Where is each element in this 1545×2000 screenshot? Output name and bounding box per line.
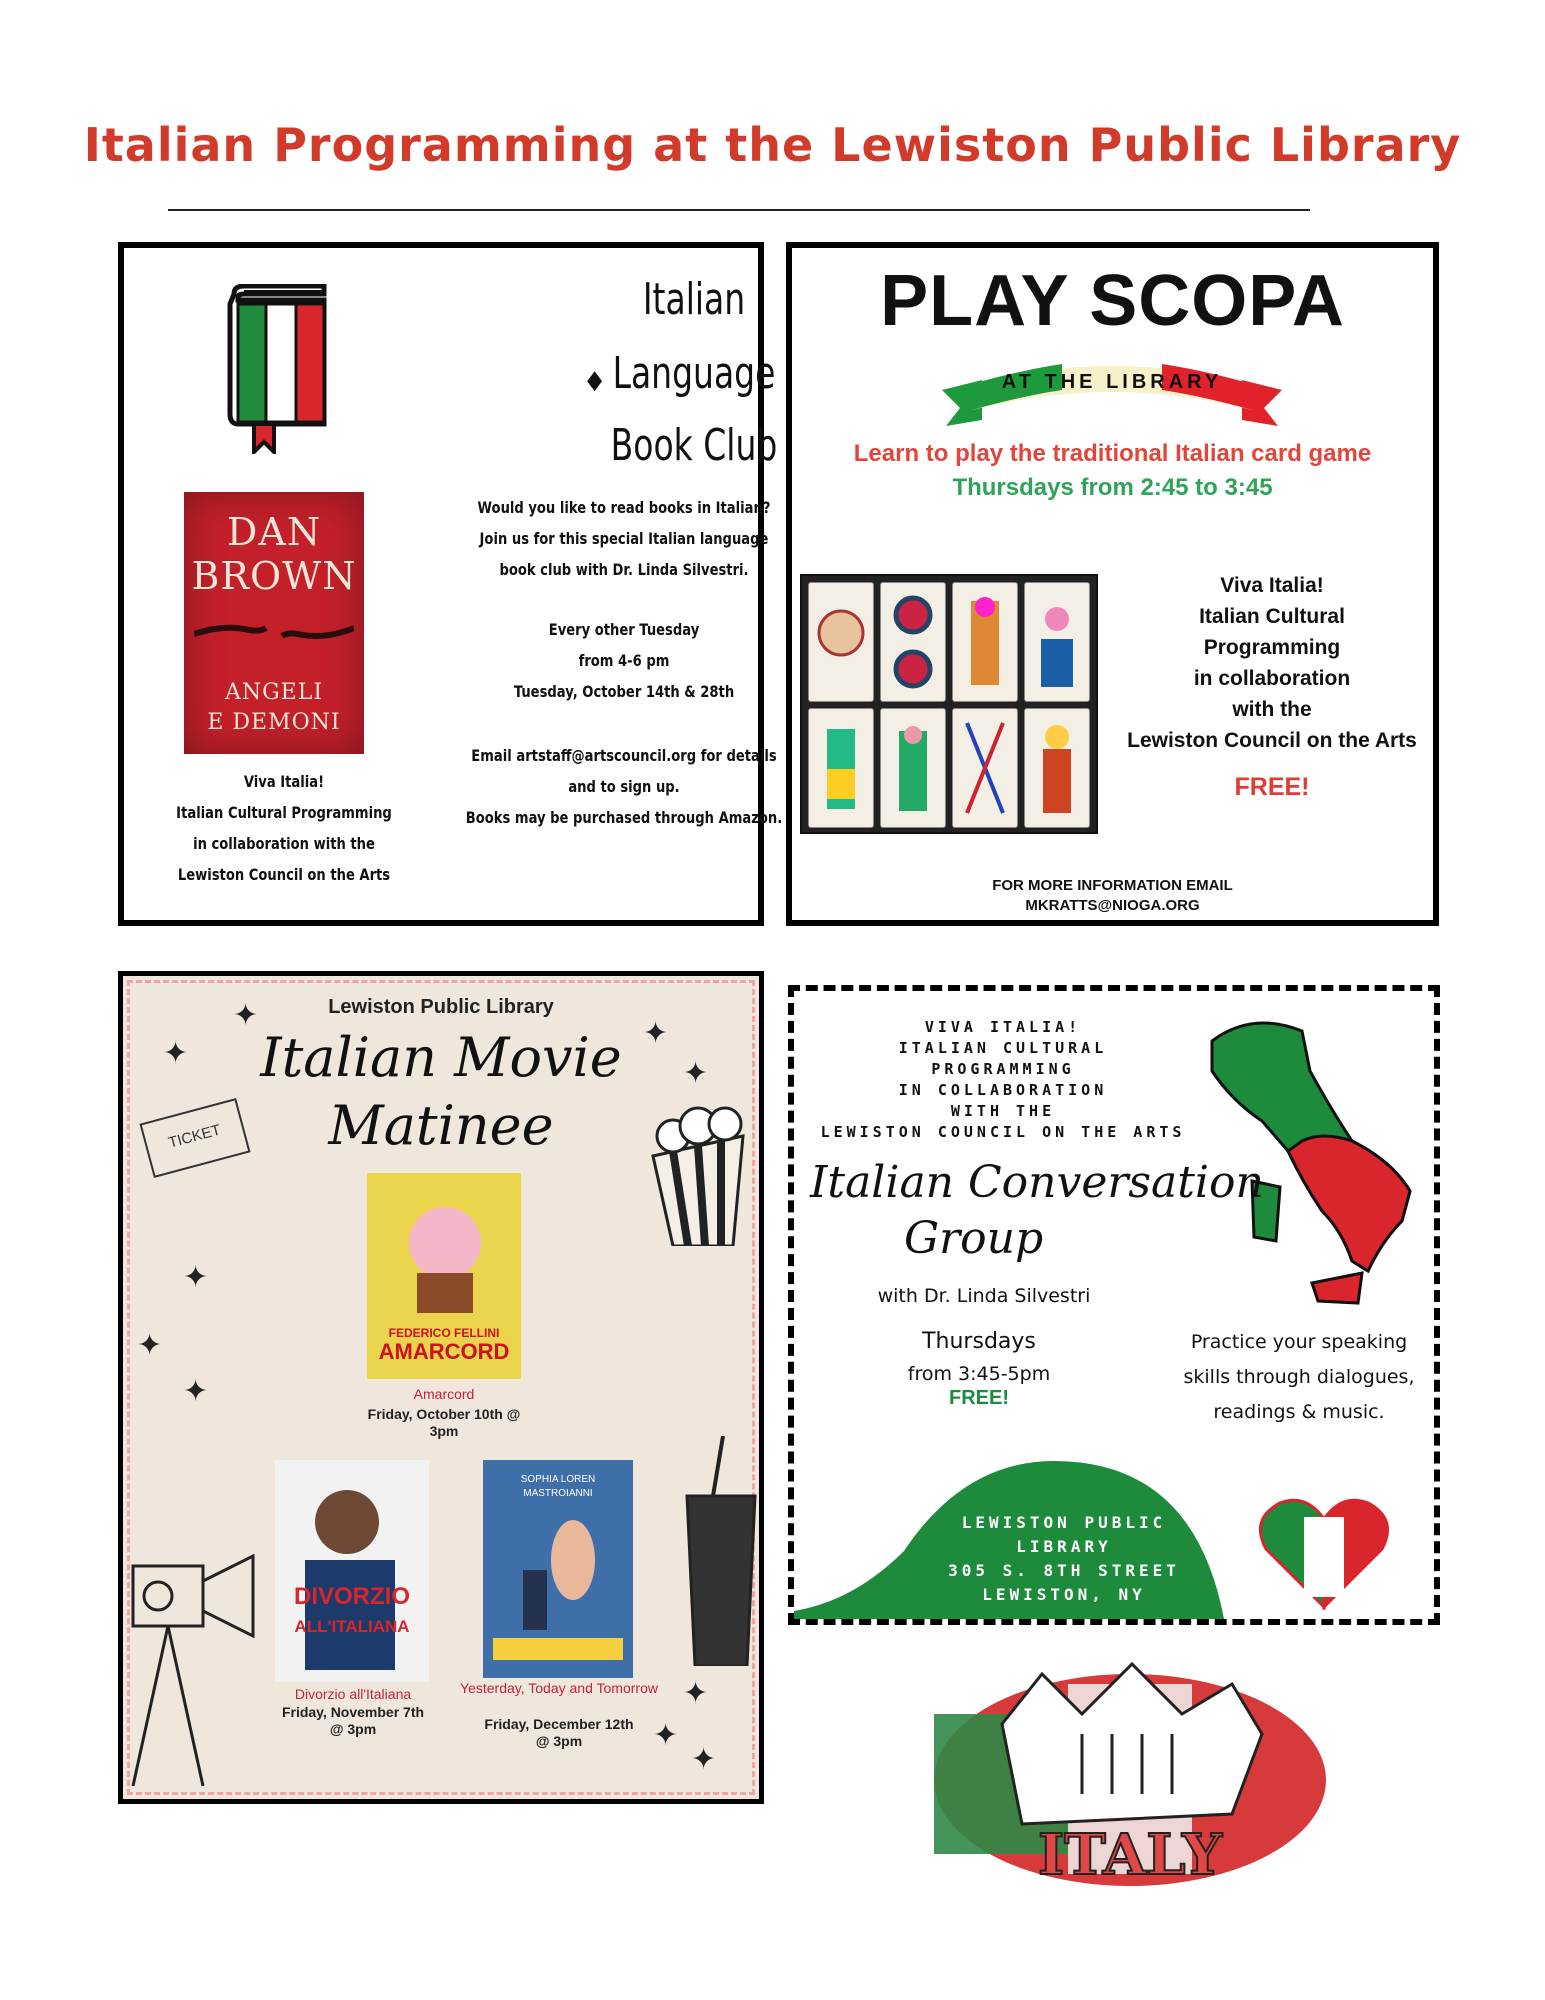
book-club-viva-note <box>169 766 399 890</box>
playing-card <box>808 582 874 702</box>
text-line: Italian Cultural <box>1199 605 1345 628</box>
cover-title-line: E DEMONI <box>207 710 341 735</box>
book-club-contact <box>444 740 805 833</box>
sparkle-icon: ✦ <box>643 1016 669 1051</box>
text-line: WITH THE <box>950 1102 1056 1120</box>
cover-title <box>184 678 364 738</box>
sparkle-icon: ✦ <box>683 1676 709 1711</box>
poster-text: ALL'ITALIANA <box>294 1617 410 1636</box>
text-line: Practice your speaking <box>1190 1331 1408 1353</box>
book-club-title-line3: Book Club <box>610 420 778 471</box>
text-line: PROGRAMMING <box>931 1060 1075 1078</box>
conversation-host: with Dr. Linda Silvestri <box>877 1285 1091 1307</box>
diamond-icon: ◆ <box>587 365 603 395</box>
book-club-title-line2-text: Language <box>612 348 776 399</box>
sparkle-icon: ✦ <box>653 1718 679 1753</box>
text-line: LIBRARY <box>1016 1537 1112 1556</box>
playing-card <box>1024 708 1090 828</box>
scopa-viva-note <box>1112 570 1432 756</box>
text-line: 3pm <box>429 1423 459 1439</box>
conversation-title-line2: Group <box>904 1213 1044 1264</box>
film-date <box>459 1716 659 1750</box>
scopa-flyer <box>786 242 1439 926</box>
movie-poster-amarcord[interactable] <box>367 1173 521 1379</box>
cover-author-line: DAN <box>226 510 322 554</box>
matinee-title-line1: Italian Movie <box>260 1026 622 1089</box>
film-camera-icon <box>123 1496 273 1786</box>
text-line: and to sign up. <box>568 777 680 796</box>
text-line: Lewiston Council on the Arts <box>177 865 391 884</box>
conversation-free-label: FREE! <box>949 1387 1009 1409</box>
text-line: LEWISTON, NY <box>982 1585 1146 1604</box>
text-line: Join us for this special Italian language <box>479 529 769 548</box>
playing-card <box>880 582 946 702</box>
book-cover-image <box>184 492 364 754</box>
email-address: MKRATTS@NIOGA.ORG <box>1025 897 1200 914</box>
text-line: in collaboration with the <box>193 834 375 853</box>
conversation-title-line1: Italian Conversation <box>810 1157 1264 1208</box>
scopa-more-info <box>792 876 1433 916</box>
text-line: 305 S. 8TH STREET <box>948 1561 1180 1580</box>
text-line: book club with Dr. Linda Silvestri. <box>499 560 749 579</box>
playing-card <box>880 708 946 828</box>
book-club-flyer <box>118 242 783 926</box>
film-title: Divorzio all'Italiana <box>294 1686 412 1702</box>
scopa-learn-text: Learn to play the traditional Italian card game <box>853 440 1372 467</box>
scopa-free-label: FREE! <box>1234 773 1310 801</box>
sparkle-icon: ✦ <box>691 1742 717 1777</box>
popcorn-icon <box>643 1096 753 1246</box>
sparkle-icon: ✦ <box>163 1036 189 1071</box>
sparkle-icon: ✦ <box>183 1260 209 1295</box>
cover-author-line: BROWN <box>191 554 357 598</box>
text-line: Books may be purchased through Amazon. <box>465 808 783 827</box>
film-title: Amarcord <box>413 1386 475 1402</box>
matinee-library-name: Lewiston Public Library <box>328 996 554 1018</box>
text-line: LEWISTON COUNCIL ON THE ARTS <box>820 1123 1186 1141</box>
italian-book-icon <box>224 284 334 454</box>
creation-hands-image <box>194 604 354 660</box>
poster-text: AMARCORD <box>378 1339 510 1364</box>
text-line: IN COLLABORATION <box>898 1081 1108 1099</box>
playing-card <box>952 708 1018 828</box>
emblem-word: ITALY <box>1037 1822 1223 1888</box>
movie-matinee-flyer <box>118 971 764 1804</box>
book-club-title-line1: Italian <box>642 274 746 325</box>
playing-card <box>952 582 1018 702</box>
cover-title-line: ANGELI <box>224 680 324 705</box>
page-title: Italian Programming at the Lewiston Public Library <box>83 118 1462 172</box>
matinee-title-line2: Matinee <box>328 1094 554 1157</box>
sparkle-icon: ✦ <box>137 1328 163 1363</box>
text-line: VIVA ITALIA! <box>924 1018 1082 1036</box>
poster-text: FEDERICO FELLINI <box>388 1326 500 1340</box>
cover-author <box>184 510 364 598</box>
italy-emblem-image <box>932 1654 1328 1894</box>
text-line: with the <box>1232 698 1312 721</box>
text-line: @ 3pm <box>535 1733 583 1749</box>
italian-heart-icon <box>1254 1491 1394 1611</box>
library-address <box>914 1511 1214 1607</box>
film-date <box>319 1406 569 1440</box>
poster-text: SOPHIA LOREN <box>520 1474 596 1485</box>
ribbon-banner <box>942 348 1282 428</box>
text-line: Friday, November 7th <box>281 1704 425 1720</box>
title-divider <box>168 209 1310 211</box>
sparkle-icon: ✦ <box>683 1056 709 1091</box>
text-line: Friday, December 12th <box>484 1716 634 1732</box>
text-line: Italian Cultural Programming <box>176 803 392 822</box>
movie-poster-divorzio[interactable] <box>275 1460 429 1682</box>
scopa-schedule: Thursdays from 2:45 to 3:45 <box>952 474 1273 501</box>
text-line: FOR MORE INFORMATION EMAIL <box>992 877 1233 894</box>
conversation-time: from 3:45-5pm <box>907 1363 1051 1385</box>
conversation-viva-note <box>794 1017 1212 1143</box>
book-club-title-line2 <box>582 348 807 399</box>
sparkle-icon: ✦ <box>233 998 259 1033</box>
text-line: Every other Tuesday <box>548 620 700 639</box>
playing-cards-image <box>800 574 1098 834</box>
book-club-description <box>452 492 796 585</box>
playing-card <box>1024 582 1090 702</box>
conversation-day: Thursdays <box>922 1329 1036 1354</box>
text-line: in collaboration <box>1193 667 1351 690</box>
poster-text: DIVORZIO <box>293 1583 411 1610</box>
text-line: @ 3pm <box>329 1721 377 1737</box>
poster-text: MASTROIANNI <box>523 1488 593 1499</box>
text-line: Programming <box>1203 636 1341 659</box>
text-line: ITALIAN CULTURAL <box>898 1039 1108 1057</box>
film-title: Yesterday, Today and Tomorrow <box>460 1680 658 1696</box>
conversation-practice-text <box>1154 1325 1444 1430</box>
film-date <box>243 1704 463 1738</box>
text-line: Tuesday, October 14th & 28th <box>513 682 735 701</box>
text-line: skills through dialogues, <box>1183 1366 1415 1388</box>
text-line: LEWISTON PUBLIC <box>961 1513 1167 1532</box>
scopa-title: PLAY SCOPA <box>880 261 1345 341</box>
playing-card <box>808 708 874 828</box>
sparkle-icon: ✦ <box>183 1374 209 1409</box>
ribbon-label: AT THE LIBRARY <box>1001 371 1223 393</box>
text-line: Viva Italia! <box>243 772 325 791</box>
text-line: Lewiston Council on the Arts <box>1127 729 1417 752</box>
text-line: from 4-6 pm <box>578 651 670 670</box>
ticket-icon: TICKET <box>139 1098 250 1178</box>
conversation-group-flyer <box>788 985 1440 1625</box>
text-line: Email artstaff@artscouncil.org for details <box>471 746 777 765</box>
book-club-schedule <box>485 614 764 707</box>
soda-cup-icon <box>683 1436 759 1666</box>
text-line: readings & music. <box>1213 1401 1385 1423</box>
text-line: Viva Italia! <box>1220 574 1324 597</box>
movie-poster-yesterday[interactable] <box>483 1460 633 1678</box>
text-line: Would you like to read books in Italian? <box>477 498 771 517</box>
text-line: Friday, October 10th @ <box>367 1406 521 1422</box>
